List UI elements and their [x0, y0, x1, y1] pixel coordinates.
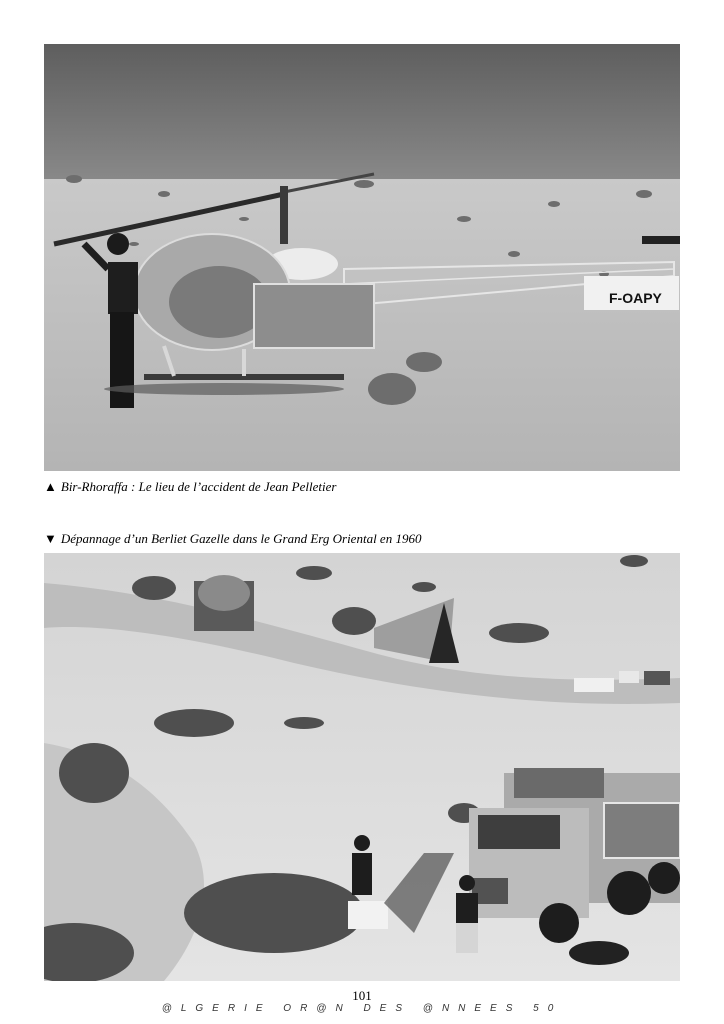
helicopter-photo-graphic	[44, 44, 680, 471]
registration-marking: F-OAPY	[609, 290, 662, 306]
caption-truck-text: Dépannage d’un Berliet Gazelle dans le Grand Erg Oriental en 1960	[60, 531, 422, 546]
triangle-up-icon: ▲	[44, 479, 57, 494]
caption-helicopter	[44, 479, 336, 495]
triangle-down-icon: ▼	[44, 531, 57, 546]
caption-helicopter-text: Bir-Rhoraffa : Le lieu de l’accident de Jean Pelletier	[60, 479, 337, 494]
truck-photo	[44, 553, 680, 981]
caption-truck	[44, 531, 421, 547]
truck-photo-graphic	[44, 553, 680, 981]
helicopter-photo	[44, 44, 680, 471]
footer-title: @LGERIE OR@N DES @NNEES 50	[161, 1003, 563, 1014]
page-number: 101	[352, 988, 372, 1003]
